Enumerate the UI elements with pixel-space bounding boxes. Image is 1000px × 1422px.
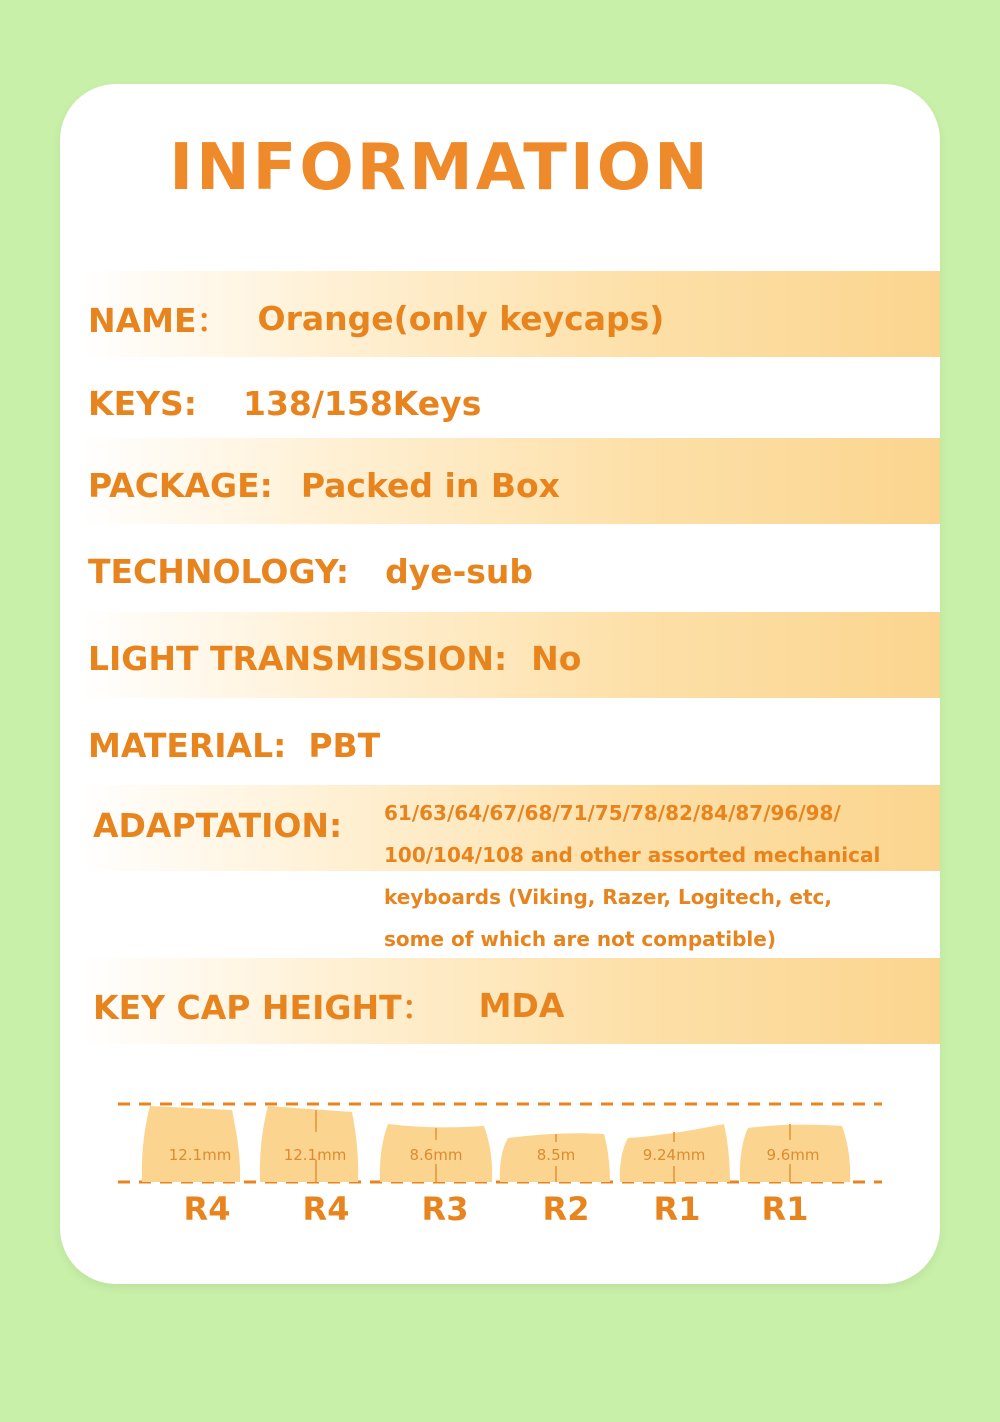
- spec-label: KEY CAP HEIGHT：: [93, 987, 435, 1027]
- adaptation-line: keyboards (Viking, Razer, Logitech, etc,: [384, 885, 832, 909]
- keycap-row-label: R1: [653, 1190, 701, 1228]
- spec-value: dye-sub: [385, 551, 534, 591]
- keycap-shape: [142, 1106, 240, 1182]
- spec-label: MATERIAL:: [88, 725, 287, 765]
- keycap-height-label: 9.6mm: [766, 1146, 820, 1164]
- keycap-row-label: R4: [302, 1190, 350, 1228]
- keycap-height-label: 12.1mm: [283, 1146, 347, 1164]
- adaptation-line: some of which are not compatible): [384, 927, 776, 951]
- adaptation-line: 61/63/64/67/68/71/75/78/82/84/87/96/98/: [384, 801, 841, 825]
- keycap-height-label: 12.1mm: [168, 1146, 232, 1164]
- keycap-height-label: 8.5m: [536, 1146, 576, 1164]
- keycap-shape: [260, 1106, 358, 1182]
- adaptation-label: ADAPTATION:: [93, 806, 343, 845]
- spec-label: NAME：: [88, 300, 230, 340]
- spec-value: MDA: [478, 985, 565, 1025]
- spec-value: 138/158Keys: [242, 383, 482, 423]
- keycap-height-label: 8.6mm: [409, 1146, 463, 1164]
- spec-label: LIGHT TRANSMISSION:: [88, 638, 508, 678]
- spec-value: PBT: [308, 725, 381, 765]
- keycap-height-label: 9.24mm: [642, 1146, 706, 1164]
- keycap-row-label: R4: [183, 1190, 231, 1228]
- spec-value: Packed in Box: [300, 465, 560, 505]
- keycap-row-label: R3: [421, 1190, 469, 1228]
- keycap-row-label: R2: [542, 1190, 590, 1228]
- spec-label: KEYS:: [88, 383, 197, 423]
- page-title: INFORMATION: [169, 131, 711, 205]
- spec-value: Orange(only keycaps): [257, 298, 665, 338]
- keycap-row-label: R1: [761, 1190, 809, 1228]
- adaptation-line: 100/104/108 and other assorted mechanical: [384, 843, 881, 867]
- spec-value: No: [531, 638, 582, 678]
- spec-label: TECHNOLOGY:: [88, 551, 350, 591]
- spec-label: PACKAGE:: [88, 465, 273, 505]
